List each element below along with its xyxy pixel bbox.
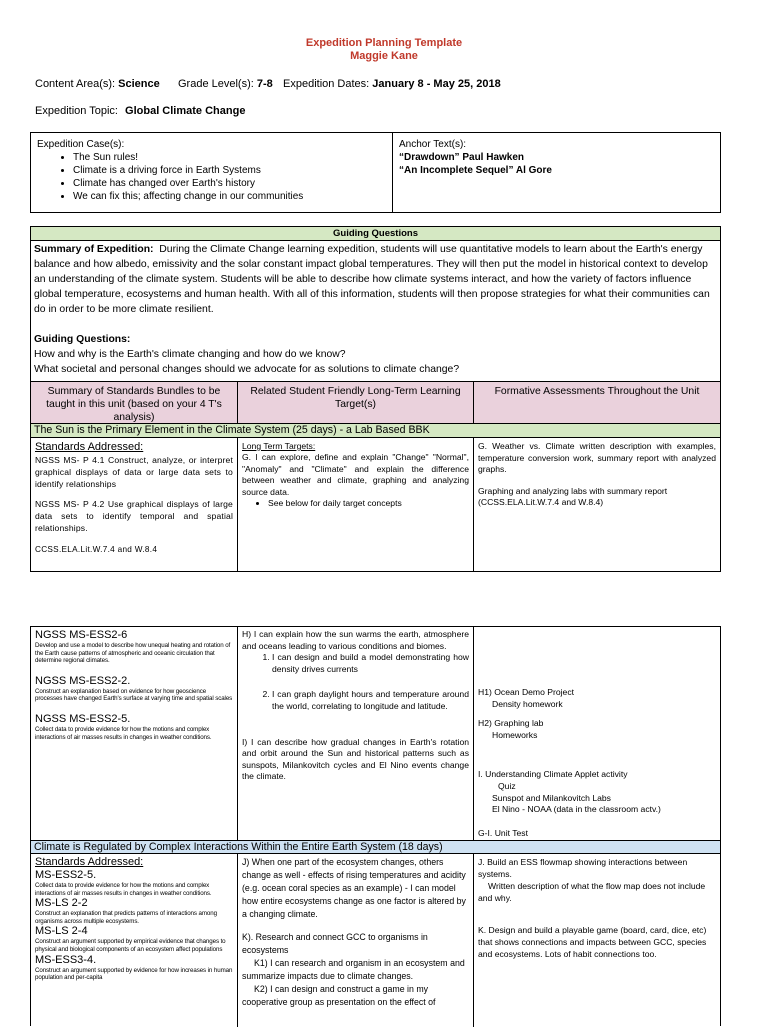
assessment-text: Sunspot and Milankovitch Labs [492, 792, 611, 803]
section-row: The Sun is the Primary Element in the Climate System (25 days) - a Lab Based BBK [31, 424, 720, 438]
content-area [35, 78, 160, 90]
standards-cell [31, 438, 238, 571]
standard-heading: MS-ESS3-4. [35, 953, 97, 966]
standard-text: Construct an explanation that predicts patterns of interactions among organisms across multiple ecosystems. [35, 910, 217, 925]
standard-heading: MS-LS 2-4 [35, 925, 88, 938]
standard-text: NGSS MS- P 4.1 Construct, analyze, or interpret graphical displays of data or large data sets to identify relationships [35, 455, 233, 489]
standard-text: Develop and use a model to describe how unequal heating and rotation of the Earth cause patterns of atmospheric and oceanic circulation that determine regional climates. [35, 642, 231, 665]
cases-cell [31, 133, 393, 212]
assessment-cell [474, 854, 720, 1027]
standard-text: CCSS.ELA.Lit.W.7.4 and W.8.4 [35, 545, 158, 554]
assessment-text: G-I. Unit Test [478, 827, 528, 838]
case-item: • We can fix this; affecting change in our communities [73, 190, 386, 203]
expedition-dates [283, 78, 501, 90]
standards-table-continued [30, 626, 721, 1026]
col-header-targets: Related Student Friendly Long-Term Learning Target(s) [238, 382, 474, 423]
assessment-text: Graphing and analyzing labs with summary report (CCSS.ELA.Lit.W.7.4 and W.8.4) [478, 485, 668, 508]
anchor-label: Anchor Text(s): [399, 139, 467, 150]
topic-value: Global Climate Change [125, 105, 246, 117]
target-bullet: • See below for daily target concepts [268, 498, 469, 510]
standard-heading: MS-LS 2-2 [35, 897, 88, 910]
standard-text: NGSS MS- P 4.2 Use graphical displays of large data sets to identify temporal and spatial relationships. [35, 499, 233, 533]
guiding-question: What societal and personal changes should we advocate for as solutions to climate change? [34, 364, 460, 375]
anchor-text: “Drawdown” Paul Hawken [399, 152, 525, 163]
target-text: K). Research and connect GCC to organisms in ecosystems [242, 932, 428, 955]
target-text: I) I can describe how gradual changes in Earth's rotation and orbit around the Sun and historical patterns such as sunspots, Milankovitch cycles and El Nino events change the climate. [242, 736, 469, 782]
standard-text: Construct an explanation based on evidence for how geoscience processes have changed Earth's surface at varying time and spatial scales [35, 687, 233, 703]
assessment-text: J. Build an ESS flowmap showing interactions between systems. [478, 857, 688, 879]
target-text: K1) I can research and organism in an ecosystem and summarize impacts due to climate changes. [242, 958, 465, 981]
section-row: Climate is Regulated by Complex Interactions Within the Entire Earth System (18 days) [31, 840, 720, 854]
summary-text: During the Climate Change learning expedition, students will use quantitative models to learn about the Earth's energy balance and how albedo, emissivity and the solar constant impact global temperatures. They will then put the model in historical context to develop an understanding of the climate system. Students will be able to describe how climate systems interact, and how the variety of factors influence global temperature, ecosystems and human health. With all of this information, students will then propose strategies for what their communities can do in order to be more climate resilient. [34, 244, 710, 315]
table-header-row [31, 382, 720, 424]
assessment-text: K. Design and build a playable game (board, card, dice, etc) that shows connections and impacts between GCC, species and ecosystems. Lots of habit connections too. [478, 925, 707, 959]
assessment-text: I. Understanding Climate Applet activity [478, 769, 628, 780]
assessment-text: El Nino - NOAA (data in the classroom actv.) [492, 804, 661, 815]
target-text: K2) I can design and construct a game in my cooperative group as presentation on the effect of [242, 984, 436, 1007]
standards-table [30, 381, 721, 572]
guiding-question: How and why is the Earth's climate changing and how do we know? [34, 349, 346, 360]
standard-heading: NGSS MS-ESS2-5. [35, 712, 131, 725]
standards-cell [31, 627, 238, 840]
assessment-text: Quiz [498, 780, 516, 791]
guiding-box [30, 226, 721, 383]
case-item: • Climate is a driving force in Earth Systems [73, 164, 386, 177]
dates-label: Expedition Dates: [283, 78, 370, 90]
target-item: 2. I can graph daylight hours and temperature around the world, correlating to longitude and latitude. [272, 689, 469, 712]
page-title: Expedition Planning Template [305, 37, 463, 49]
assessment-text: Density homework [492, 698, 563, 709]
assessment-text: G. Weather vs. Climate written description with examples, temperature conversion work, summary report with analyzed graphs. [478, 441, 716, 475]
standard-heading: MS-ESS2-5. [35, 869, 97, 881]
assessment-text: Written description of what the flow map does not include and why. [478, 881, 706, 903]
case-item: • The Sun rules! [73, 151, 386, 164]
grade-label: Grade Level(s): [178, 78, 254, 90]
summary-label: Summary of Expedition: [34, 244, 154, 255]
grade-value: 7-8 [256, 78, 273, 90]
target-text: J) When one part of the ecosystem changes, others change as well - effects of rising temperatures and acidity (e.g. ocean coral species as an example) - I can model how entire ecosystems change as one factor is altered by a changing climate. [242, 857, 466, 919]
target-list [242, 498, 469, 510]
content-area-label: Content Area(s): [35, 78, 116, 90]
grade-level [178, 78, 273, 90]
guiding-body [31, 241, 720, 378]
author-name: Maggie Kane [350, 50, 418, 62]
standards-cell [31, 854, 238, 1027]
targets-cell [238, 438, 474, 571]
expedition-topic [35, 105, 245, 117]
targets-cell [238, 627, 474, 840]
dates-value: January 8 - May 25, 2018 [372, 78, 501, 90]
targets-cell [238, 854, 474, 1027]
assessment-cell [474, 627, 720, 840]
target-text: H) I can explain how the sun warms the earth, atmosphere and oceans leading to various conditions and biomes. [242, 629, 469, 651]
col-header-assessments: Formative Assessments Throughout the Unit [494, 386, 700, 397]
cases-label: Expedition Case(s): [37, 139, 125, 150]
standards-heading: Standards Addressed: [35, 441, 144, 453]
target-item: 1. I can design and build a model demonstrating how density drives currents [272, 652, 469, 675]
assessment-text: H2) Graphing lab [478, 718, 544, 729]
target-text: G. I can explore, define and explain "Change" "Normal", "Anomaly" and "Climate" and explain the difference between weather and climate, graphing and analyzing source data. [242, 452, 469, 497]
anchor-text: “An Incomplete Sequel” Al Gore [399, 165, 552, 176]
guiding-questions-label: Guiding Questions: [34, 334, 131, 345]
standards-heading: Standards Addressed: [35, 856, 144, 868]
cases-box [30, 132, 721, 213]
assessment-text: H1) Ocean Demo Project [478, 687, 574, 697]
targets-heading: Long Term Targets: [242, 441, 316, 451]
case-item: • Climate has changed over Earth's history [73, 177, 386, 190]
topic-label: Expedition Topic: [35, 105, 118, 117]
standard-text: Construct an argument supported by evidence for how increases in human population and per-capita [35, 966, 233, 982]
content-area-value: Science [118, 78, 160, 90]
standard-text: Collect data to provide evidence for how the motions and complex interactions of air masses results in changes in weather conditions. [35, 882, 212, 897]
standard-heading: NGSS MS-ESS2-2. [35, 674, 131, 687]
standard-heading: NGSS MS-ESS2-6 [35, 629, 128, 641]
standard-text: Construct an argument supported by empirical evidence that changes to physical and biological components of an ecosystem affect populations [35, 938, 226, 953]
col-header-standards: Summary of Standards Bundles to be taught in this unit (based on your 4 T's analysis) [31, 382, 238, 423]
guiding-header: Guiding Questions [31, 227, 720, 241]
standard-text: Collect data to provide evidence for how the motions and complex interactions of air masses results in changes in weather conditions. [35, 725, 212, 741]
summary-paragraph [34, 242, 717, 317]
assessment-text: Homeworks [492, 729, 538, 740]
cases-list [37, 151, 386, 203]
anchor-cell [399, 138, 552, 177]
target-list [242, 652, 469, 712]
assessment-cell [474, 438, 720, 571]
